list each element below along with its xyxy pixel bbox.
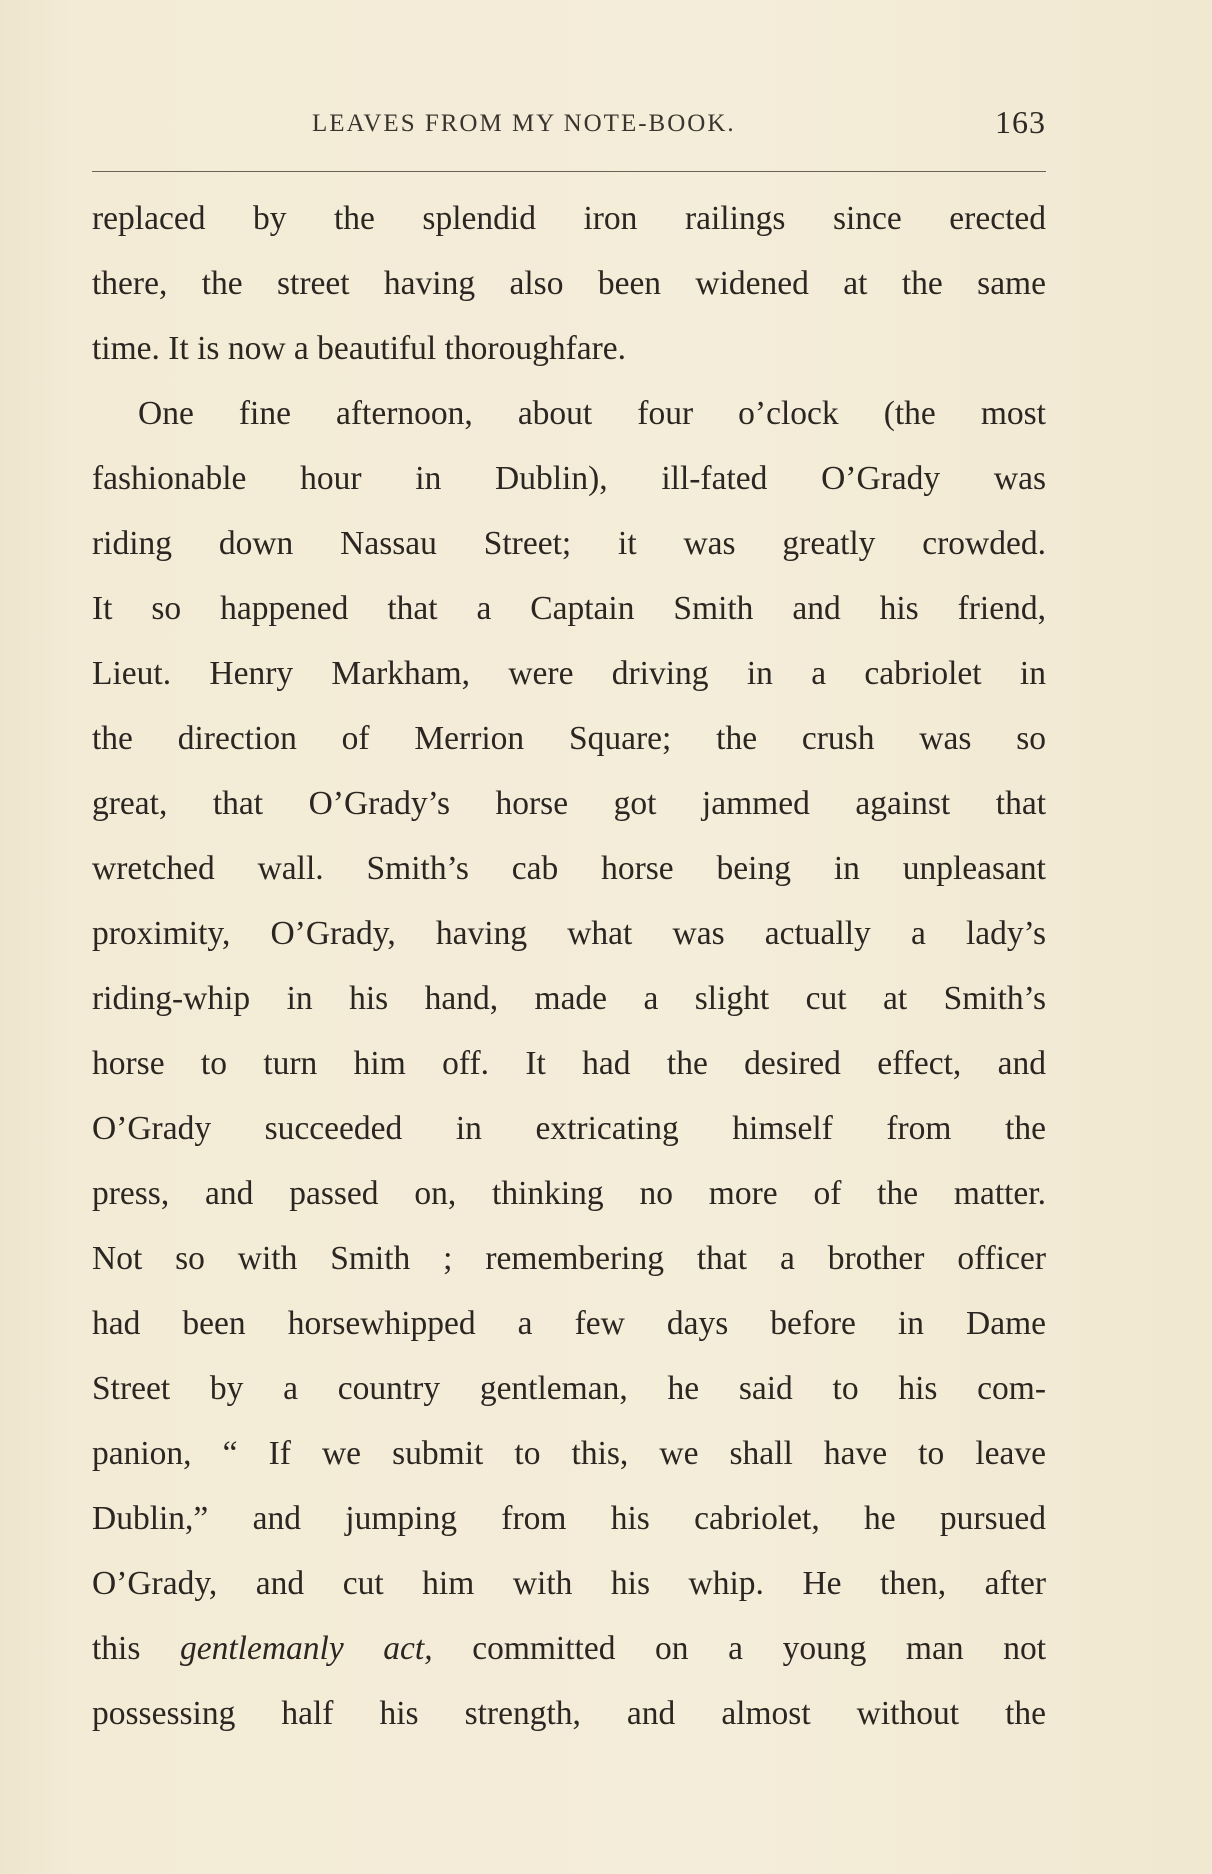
text-line: proximity, O’Grady, having what was actually a lady’s — [92, 915, 1046, 952]
text-line: wretched wall. Smith’s cab horse being in unpleasant — [92, 850, 1046, 887]
text-line: Not so with Smith ; remembering that a brother officer — [92, 1240, 1046, 1277]
text-line: the direction of Merrion Square; the crush was so — [92, 720, 1046, 757]
text-line: there, the street having also been widened at the same — [92, 265, 1046, 302]
text-line: time. It is now a beautiful thoroughfare. — [92, 330, 626, 367]
body-text — [92, 196, 1046, 1756]
text-line: horse to turn him off. It had the desired effect, and — [92, 1045, 1046, 1082]
text-line: replaced by the splendid iron railings since erected — [92, 200, 1046, 237]
text-line: O’Grady succeeded in extricating himself from the — [92, 1110, 1046, 1147]
text-line: O’Grady, and cut him with his whip. He then, after — [92, 1565, 1046, 1602]
text-line-with-italic — [92, 1626, 1046, 1691]
text-line: fashionable hour in Dublin), ill-fated O’Grady was — [92, 460, 1046, 497]
text-line: panion, “ If we submit to this, we shall have to leave — [92, 1435, 1046, 1472]
text-line: Dublin,” and jumping from his cabriolet, he pursued — [92, 1500, 1046, 1537]
running-head — [92, 104, 1046, 148]
text-line: possessing half his strength, and almost without the — [92, 1695, 1046, 1732]
text-line: riding down Nassau Street; it was greatly crowded. — [92, 525, 1046, 562]
page-number: 163 — [995, 104, 1046, 140]
text-line: Lieut. Henry Markham, were driving in a cabriolet in — [92, 655, 1046, 692]
running-title: LEAVES FROM MY NOTE-BOOK. — [312, 110, 736, 137]
header-rule — [92, 171, 1046, 172]
italic-phrase: gentlemanly act, — [180, 1630, 433, 1667]
text-line: It so happened that a Captain Smith and his friend, — [92, 590, 1046, 627]
text-line: press, and passed on, thinking no more of the matter. — [92, 1175, 1046, 1212]
text-line: riding-whip in his hand, made a slight cut at Smith’s — [92, 980, 1046, 1017]
text-line: Street by a country gentleman, he said to his com- — [92, 1370, 1046, 1407]
line-end-text: committed on a young man not — [472, 1630, 1046, 1667]
paragraph-first-line: One fine afternoon, about four o’clock (the most — [138, 395, 1046, 432]
text-line: great, that O’Grady’s horse got jammed against that — [92, 785, 1046, 822]
text-line: had been horsewhipped a few days before in Dame — [92, 1305, 1046, 1342]
line-start-text: this — [92, 1630, 141, 1667]
